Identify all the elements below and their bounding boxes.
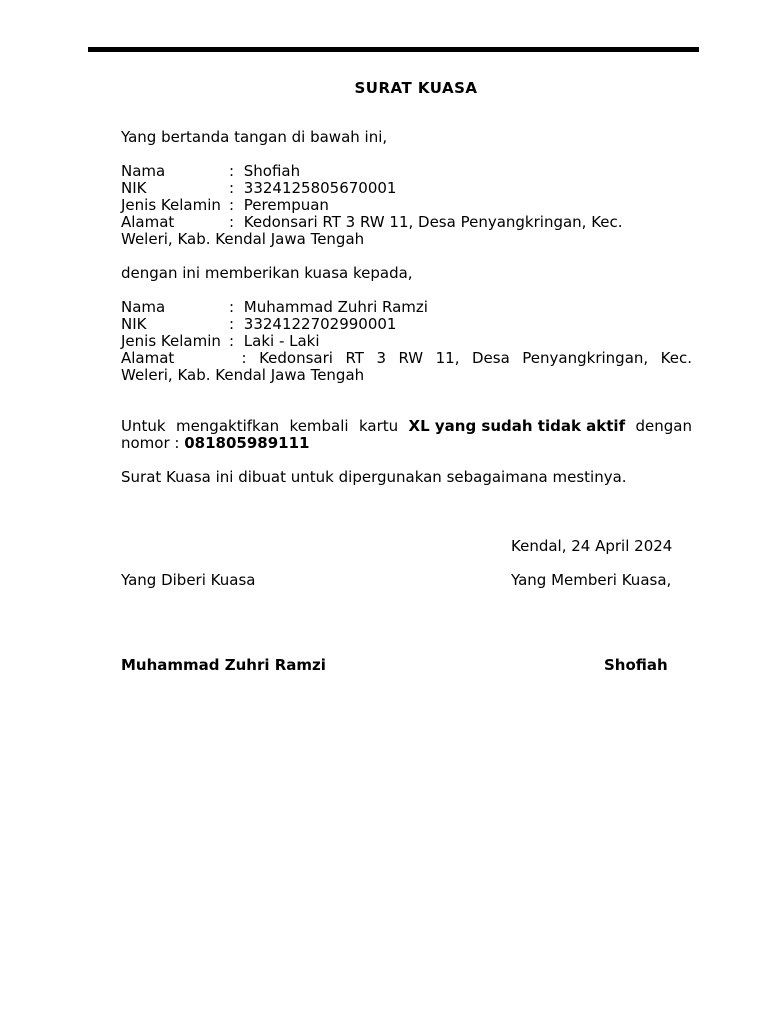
nama-label: Nama [121, 298, 166, 316]
left-role: Yang Diberi Kuasa [121, 571, 256, 589]
alamat-word: Kedonsari [259, 349, 333, 367]
right-role: Yang Memberi Kuasa, [511, 571, 672, 589]
purpose-line1 [121, 418, 692, 435]
alamat-word: 3 [376, 349, 386, 367]
purpose-word: kartu [358, 417, 399, 435]
left-signer-name: Muhammad Zuhri Ramzi [121, 656, 326, 674]
colon: : [229, 179, 235, 197]
penerima-nik-row [121, 316, 396, 333]
alamat-word: 11, [435, 349, 460, 367]
nama-label: Nama [121, 162, 166, 180]
intro-text: Yang bertanda tangan di bawah ini, [121, 128, 388, 146]
alamat-word: Kec. [660, 349, 692, 367]
pemberi-nama-row [121, 163, 300, 180]
phone-number: 081805989111 [184, 434, 310, 452]
colon: : [229, 196, 235, 214]
transition-text: dengan ini memberikan kuasa kepada, [121, 264, 413, 282]
purpose-word: Untuk [121, 417, 166, 435]
alamat-word: RW [398, 349, 424, 367]
right-signer-name: Shofiah [604, 656, 668, 674]
alamat-word: Desa [472, 349, 510, 367]
header-rule [88, 47, 699, 52]
jenis-kelamin-label: Jenis Kelamin [121, 196, 221, 214]
penerima-alamat-line2: Weleri, Kab. Kendal Jawa Tengah [121, 366, 365, 384]
pemberi-alamat-line2: Weleri, Kab. Kendal Jawa Tengah [121, 230, 365, 248]
colon: : [229, 213, 235, 231]
purpose-word: mengaktifkan [175, 417, 280, 435]
colon: : [229, 315, 235, 333]
alamat-word: Penyangkringan, [522, 349, 649, 367]
pemberi-alamat-row [121, 214, 623, 231]
pemberi-nama-value: Shofiah [243, 162, 301, 180]
pemberi-jenis-kelamin-value: Perempuan [243, 196, 329, 214]
penerima-alamat-row [121, 350, 692, 367]
nomor-label: nomor : [121, 434, 180, 452]
alamat-label: Alamat [121, 349, 175, 367]
pemberi-alamat-value: Kedonsari RT 3 RW 11, Desa Penyangkringan, Kec. [243, 213, 623, 231]
purpose-word: dengan [635, 417, 692, 435]
pemberi-nik-row [121, 180, 396, 197]
penerima-jenis-kelamin-row [121, 333, 320, 350]
penerima-nama-value: Muhammad Zuhri Ramzi [243, 298, 428, 316]
place-date: Kendal, 24 April 2024 [511, 537, 673, 555]
colon: : [229, 332, 235, 350]
purpose-line2 [121, 435, 310, 452]
purpose-bold-phrase: XL yang sudah tidak aktif [408, 417, 626, 435]
purpose-word: kembali [289, 417, 349, 435]
colon: : [241, 349, 247, 367]
colon: : [229, 162, 235, 180]
nik-label: NIK [121, 179, 147, 197]
penerima-nik-value: 3324122702990001 [243, 315, 397, 333]
alamat-label: Alamat [121, 213, 175, 231]
penerima-jenis-kelamin-value: Laki - Laki [243, 332, 320, 350]
penerima-nama-row [121, 299, 428, 316]
pemberi-nik-value: 3324125805670001 [243, 179, 397, 197]
closing-text: Surat Kuasa ini dibuat untuk dipergunakan sebagaimana mestinya. [121, 468, 627, 486]
colon: : [229, 298, 235, 316]
pemberi-jenis-kelamin-row [121, 197, 329, 214]
nik-label: NIK [121, 315, 147, 333]
jenis-kelamin-label: Jenis Kelamin [121, 332, 221, 350]
alamat-word: RT [345, 349, 364, 367]
document-title: SURAT KUASA [354, 79, 478, 97]
